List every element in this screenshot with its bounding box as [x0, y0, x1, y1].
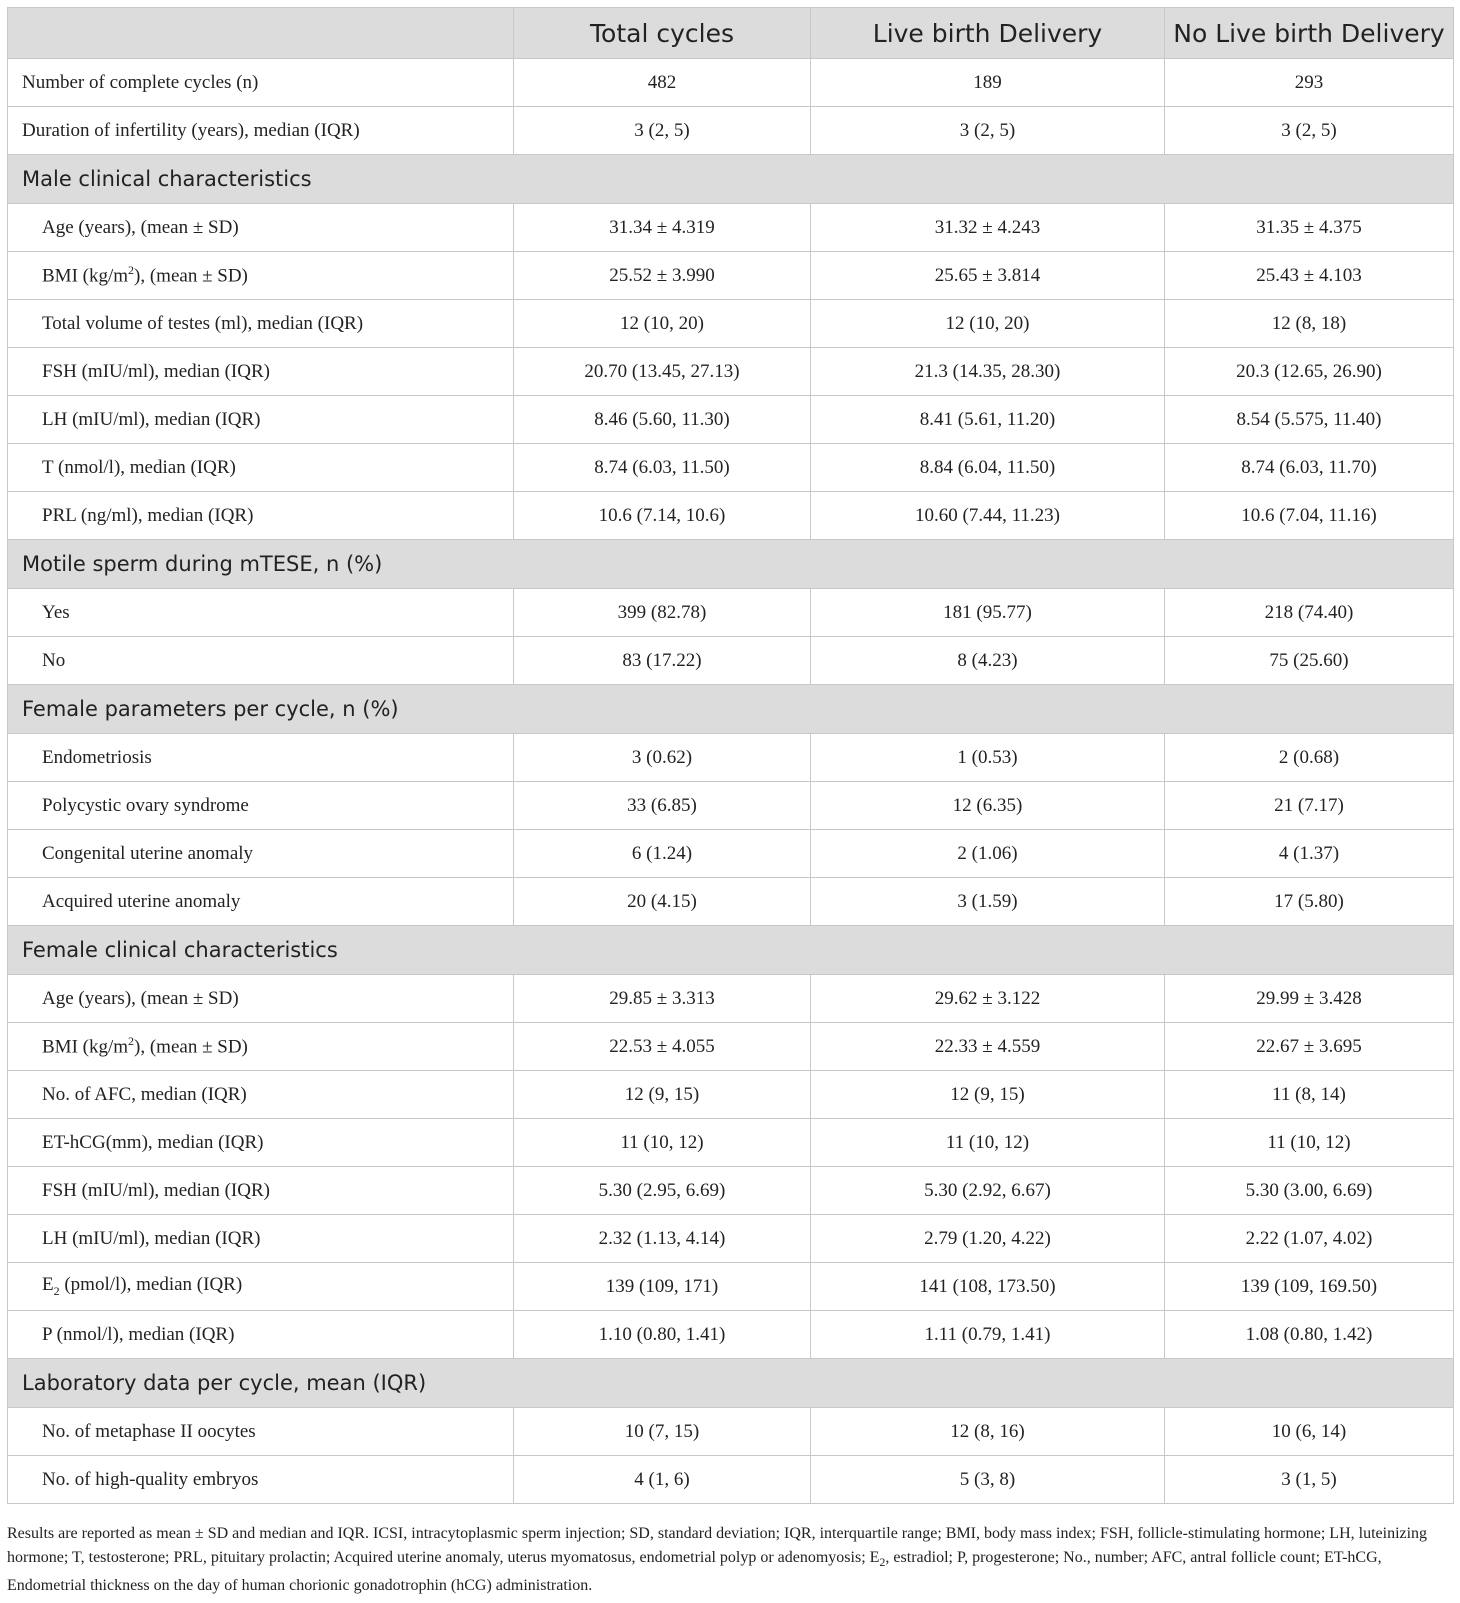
row-label: FSH (mIU/ml), median (IQR) [8, 348, 514, 396]
cell-total-cycles: 139 (109, 171) [514, 1263, 811, 1311]
table-body [8, 59, 1454, 1504]
row-label-subscript: 2 [53, 1283, 60, 1298]
table-row [8, 1215, 1454, 1263]
cell-total-cycles: 22.53 ± 4.055 [514, 1023, 811, 1071]
cell-live-birth: 2 (1.06) [811, 830, 1165, 878]
cell-no-live-birth: 5.30 (3.00, 6.69) [1165, 1167, 1454, 1215]
row-label-text: BMI (kg/m [42, 265, 129, 287]
cell-total-cycles: 11 (10, 12) [514, 1119, 811, 1167]
row-label: LH (mIU/ml), median (IQR) [8, 396, 514, 444]
row-label [8, 252, 514, 300]
cell-no-live-birth: 3 (2, 5) [1165, 107, 1454, 155]
cell-total-cycles: 29.85 ± 3.313 [514, 975, 811, 1023]
cell-no-live-birth: 12 (8, 18) [1165, 300, 1454, 348]
row-label: Total volume of testes (ml), median (IQR) [8, 300, 514, 348]
cell-total-cycles: 83 (17.22) [514, 637, 811, 685]
table-row [8, 734, 1454, 782]
cell-no-live-birth: 20.3 (12.65, 26.90) [1165, 348, 1454, 396]
row-label: Number of complete cycles (n) [8, 59, 514, 107]
row-label: No. of metaphase II oocytes [8, 1408, 514, 1456]
cell-live-birth: 12 (10, 20) [811, 300, 1165, 348]
cell-total-cycles: 10 (7, 15) [514, 1408, 811, 1456]
cell-total-cycles: 3 (0.62) [514, 734, 811, 782]
cell-no-live-birth: 1.08 (0.80, 1.42) [1165, 1311, 1454, 1359]
section-header-row [8, 540, 1454, 589]
header-cell-total-cycles: Total cycles [514, 8, 811, 59]
data-table [7, 7, 1454, 1504]
cell-live-birth: 189 [811, 59, 1165, 107]
row-label: No [8, 637, 514, 685]
cell-total-cycles: 2.32 (1.13, 4.14) [514, 1215, 811, 1263]
cell-no-live-birth: 10.6 (7.04, 11.16) [1165, 492, 1454, 540]
table-header [8, 8, 1454, 59]
row-label: Age (years), (mean ± SD) [8, 975, 514, 1023]
data-table-container [7, 7, 1453, 1504]
section-header-label: Female clinical characteristics [8, 926, 1454, 975]
cell-no-live-birth: 218 (74.40) [1165, 589, 1454, 637]
cell-total-cycles: 12 (10, 20) [514, 300, 811, 348]
cell-live-birth: 8 (4.23) [811, 637, 1165, 685]
cell-live-birth: 3 (2, 5) [811, 107, 1165, 155]
row-label: FSH (mIU/ml), median (IQR) [8, 1167, 514, 1215]
section-header-label: Male clinical characteristics [8, 155, 1454, 204]
row-label: T (nmol/l), median (IQR) [8, 444, 514, 492]
cell-live-birth: 25.65 ± 3.814 [811, 252, 1165, 300]
table-row [8, 589, 1454, 637]
cell-no-live-birth: 8.74 (6.03, 11.70) [1165, 444, 1454, 492]
table-row [8, 444, 1454, 492]
table-row [8, 1456, 1454, 1504]
row-label: Endometriosis [8, 734, 514, 782]
row-label: PRL (ng/ml), median (IQR) [8, 492, 514, 540]
header-cell-live-birth: Live birth Delivery [811, 8, 1165, 59]
cell-no-live-birth: 293 [1165, 59, 1454, 107]
row-label [8, 1263, 514, 1311]
cell-total-cycles: 20.70 (13.45, 27.13) [514, 348, 811, 396]
table-row [8, 878, 1454, 926]
header-cell-label [8, 8, 514, 59]
cell-total-cycles: 482 [514, 59, 811, 107]
row-label: Duration of infertility (years), median (IQR) [8, 107, 514, 155]
cell-no-live-birth: 25.43 ± 4.103 [1165, 252, 1454, 300]
cell-live-birth: 3 (1.59) [811, 878, 1165, 926]
table-row [8, 637, 1454, 685]
cell-live-birth: 5 (3, 8) [811, 1456, 1165, 1504]
footnote-subscript: 2 [879, 1555, 886, 1570]
cell-live-birth: 181 (95.77) [811, 589, 1165, 637]
cell-live-birth: 11 (10, 12) [811, 1119, 1165, 1167]
cell-no-live-birth: 21 (7.17) [1165, 782, 1454, 830]
footnote-text-part1: Results are reported as mean ± SD and median and IQR. ICSI, intracytoplasmic sperm injection; SD, standard deviation; IQR, interquartile range; BMI, body mass index; FSH, follicle-stimulating hormone; LH, luteinizing hormone; T, testosterone; PRL, pituitary prolactin; Acquired uterine anomaly, uterus myomatosus, endometrial polyp or adenomyosis; E [7, 1525, 1428, 1566]
cell-total-cycles: 8.46 (5.60, 11.30) [514, 396, 811, 444]
cell-live-birth: 31.32 ± 4.243 [811, 204, 1165, 252]
table-row [8, 300, 1454, 348]
row-label: Age (years), (mean ± SD) [8, 204, 514, 252]
cell-no-live-birth: 4 (1.37) [1165, 830, 1454, 878]
cell-no-live-birth: 8.54 (5.575, 11.40) [1165, 396, 1454, 444]
table-row [8, 975, 1454, 1023]
row-label-superscript: 2 [128, 263, 135, 278]
table-row [8, 204, 1454, 252]
table-row [8, 830, 1454, 878]
table-row [8, 782, 1454, 830]
table-row [8, 1311, 1454, 1359]
cell-live-birth: 21.3 (14.35, 28.30) [811, 348, 1165, 396]
row-label-superscript: 2 [128, 1034, 135, 1049]
row-label: ET-hCG(mm), median (IQR) [8, 1119, 514, 1167]
cell-total-cycles: 6 (1.24) [514, 830, 811, 878]
cell-live-birth: 1 (0.53) [811, 734, 1165, 782]
cell-total-cycles: 5.30 (2.95, 6.69) [514, 1167, 811, 1215]
cell-live-birth: 5.30 (2.92, 6.67) [811, 1167, 1165, 1215]
cell-live-birth: 10.60 (7.44, 11.23) [811, 492, 1165, 540]
row-label-text: BMI (kg/m [42, 1036, 129, 1058]
cell-no-live-birth: 139 (109, 169.50) [1165, 1263, 1454, 1311]
cell-live-birth: 12 (9, 15) [811, 1071, 1165, 1119]
cell-no-live-birth: 22.67 ± 3.695 [1165, 1023, 1454, 1071]
cell-total-cycles: 10.6 (7.14, 10.6) [514, 492, 811, 540]
cell-live-birth: 8.41 (5.61, 11.20) [811, 396, 1165, 444]
cell-total-cycles: 25.52 ± 3.990 [514, 252, 811, 300]
section-header-label: Female parameters per cycle, n (%) [8, 685, 1454, 734]
row-label-text: ), (mean ± SD) [134, 265, 248, 287]
cell-no-live-birth: 11 (10, 12) [1165, 1119, 1454, 1167]
section-header-row [8, 685, 1454, 734]
row-label: LH (mIU/ml), median (IQR) [8, 1215, 514, 1263]
cell-no-live-birth: 75 (25.60) [1165, 637, 1454, 685]
cell-no-live-birth: 10 (6, 14) [1165, 1408, 1454, 1456]
row-label-text: E [42, 1274, 54, 1296]
table-footnote [7, 1522, 1453, 1598]
table-row [8, 396, 1454, 444]
row-label: Congenital uterine anomaly [8, 830, 514, 878]
cell-live-birth: 22.33 ± 4.559 [811, 1023, 1165, 1071]
row-label: Acquired uterine anomaly [8, 878, 514, 926]
row-label: P (nmol/l), median (IQR) [8, 1311, 514, 1359]
row-label [8, 1023, 514, 1071]
cell-total-cycles: 4 (1, 6) [514, 1456, 811, 1504]
table-row [8, 252, 1454, 300]
cell-total-cycles: 8.74 (6.03, 11.50) [514, 444, 811, 492]
table-row [8, 59, 1454, 107]
table-row [8, 1167, 1454, 1215]
table-row [8, 1408, 1454, 1456]
footnote-text-part2: , estradiol; P, progesterone; No., number; AFC, antral follicle count; ET-hCG, Endometrial thickness on the day of human chorionic gonadotrophin (hCG) administration. [7, 1549, 1382, 1595]
row-label: Polycystic ovary syndrome [8, 782, 514, 830]
cell-total-cycles: 399 (82.78) [514, 589, 811, 637]
header-row [8, 8, 1454, 59]
cell-total-cycles: 31.34 ± 4.319 [514, 204, 811, 252]
cell-total-cycles: 20 (4.15) [514, 878, 811, 926]
table-row [8, 348, 1454, 396]
cell-live-birth: 8.84 (6.04, 11.50) [811, 444, 1165, 492]
table-row [8, 1071, 1454, 1119]
cell-no-live-birth: 3 (1, 5) [1165, 1456, 1454, 1504]
section-header-label: Laboratory data per cycle, mean (IQR) [8, 1359, 1454, 1408]
cell-no-live-birth: 11 (8, 14) [1165, 1071, 1454, 1119]
row-label: No. of high-quality embryos [8, 1456, 514, 1504]
table-row [8, 1263, 1454, 1311]
header-cell-no-live-birth: No Live birth Delivery [1165, 8, 1454, 59]
cell-live-birth: 2.79 (1.20, 4.22) [811, 1215, 1165, 1263]
table-row [8, 1119, 1454, 1167]
section-header-row [8, 155, 1454, 204]
table-row [8, 107, 1454, 155]
cell-total-cycles: 33 (6.85) [514, 782, 811, 830]
cell-live-birth: 29.62 ± 3.122 [811, 975, 1165, 1023]
cell-no-live-birth: 31.35 ± 4.375 [1165, 204, 1454, 252]
cell-live-birth: 141 (108, 173.50) [811, 1263, 1165, 1311]
cell-total-cycles: 1.10 (0.80, 1.41) [514, 1311, 811, 1359]
table-row [8, 492, 1454, 540]
cell-live-birth: 1.11 (0.79, 1.41) [811, 1311, 1165, 1359]
cell-no-live-birth: 2.22 (1.07, 4.02) [1165, 1215, 1454, 1263]
section-header-row [8, 926, 1454, 975]
table-row [8, 1023, 1454, 1071]
cell-total-cycles: 3 (2, 5) [514, 107, 811, 155]
row-label-text: (pmol/l), median (IQR) [59, 1274, 243, 1296]
cell-total-cycles: 12 (9, 15) [514, 1071, 811, 1119]
section-header-row [8, 1359, 1454, 1408]
cell-live-birth: 12 (6.35) [811, 782, 1165, 830]
row-label-text: ), (mean ± SD) [134, 1036, 248, 1058]
cell-live-birth: 12 (8, 16) [811, 1408, 1165, 1456]
row-label: Yes [8, 589, 514, 637]
cell-no-live-birth: 29.99 ± 3.428 [1165, 975, 1454, 1023]
cell-no-live-birth: 2 (0.68) [1165, 734, 1454, 782]
row-label: No. of AFC, median (IQR) [8, 1071, 514, 1119]
cell-no-live-birth: 17 (5.80) [1165, 878, 1454, 926]
section-header-label: Motile sperm during mTESE, n (%) [8, 540, 1454, 589]
